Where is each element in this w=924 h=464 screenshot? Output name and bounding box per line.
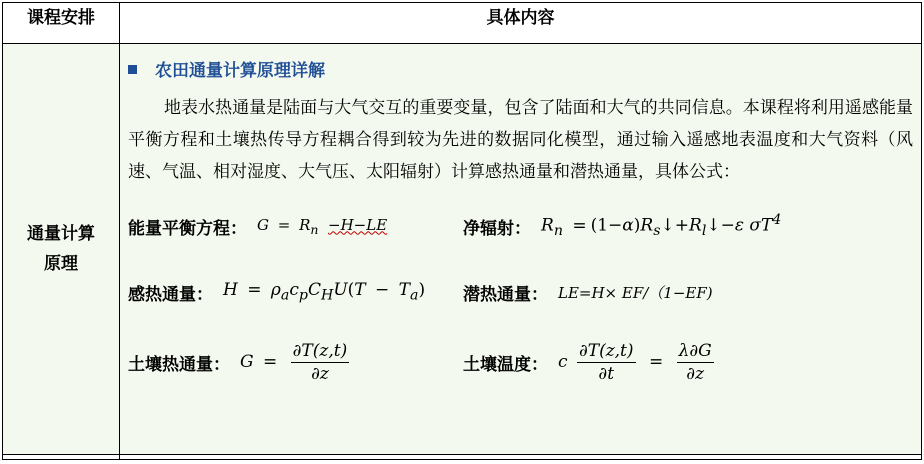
intro-paragraph: 地表水热通量是陆面与大气交互的重要变量，包含了陆面和大气的共同信息。本课程将利用遥感能量平衡方程和土壤热传导方程耦合得到较为先进的数据同化模型，通过输入遥感地表温度和大气资料（风速、气温、相对湿度、大气压、太阳辐射）计算感热通量和潜热通量，具体公式：	[128, 98, 913, 182]
section-title: 农田通量计算原理详解	[155, 61, 325, 81]
header-specific-content: 具体内容	[120, 3, 922, 44]
row-label-cell	[3, 44, 120, 455]
latent-heat-formula	[463, 268, 713, 316]
table-header-row	[3, 3, 922, 44]
soil-flux-numerator: ∂T(z,t)	[292, 340, 348, 361]
net-radiation-expression: $R_n$ = $(1-\alpha)R_s↓+R_l↓-\varepsilon$ $\sigma T^4$	[541, 212, 782, 240]
sensible-heat-formula	[128, 268, 425, 316]
latent-heat-expression: LE=H× EF/（1−EF)	[558, 283, 713, 302]
soil-temperature-expression: c $\frac{\partial T(z,t)}{\partial t}$ = $\frac{\lambda\partial G}{\partial z}$	[558, 340, 712, 384]
table-bottom-row	[3, 455, 922, 460]
bottom-left-cell	[3, 455, 120, 460]
sensible-heat-label: 感热通量：	[128, 284, 213, 305]
course-table	[2, 2, 922, 460]
soil-temperature-formula	[463, 334, 718, 390]
table-row	[3, 44, 922, 455]
soil-temp-numerator-1: ∂T(z,t)	[578, 340, 634, 361]
formula-row-2	[120, 268, 921, 334]
section-heading	[128, 56, 921, 86]
content-cell	[120, 44, 922, 455]
square-bullet-icon	[128, 65, 137, 74]
soil-heat-flux-label: 土壤热通量：	[128, 354, 230, 375]
formula-row-3	[120, 334, 921, 404]
latent-heat-label: 潜热通量：	[463, 284, 548, 305]
soil-heat-flux-formula	[128, 334, 353, 390]
net-radiation-formula	[463, 202, 781, 250]
net-radiation-label: 净辐射：	[463, 218, 531, 239]
energy-balance-expression: $G = R_n -H-LE$	[257, 215, 388, 237]
header-course-arrangement: 课程安排	[3, 3, 120, 44]
soil-temp-denominator-2: ∂z	[686, 363, 705, 384]
bottom-right-cell	[120, 455, 922, 460]
row-label-line2: 原理	[44, 254, 78, 274]
soil-heat-flux-expression: G = $\frac{\partial T(z,t)}{\partial z}$	[240, 340, 348, 384]
energy-balance-label: 能量平衡方程：	[128, 218, 247, 239]
soil-temp-denominator-1: ∂t	[598, 363, 615, 384]
energy-balance-formula	[128, 202, 387, 250]
formula-row-1	[120, 202, 921, 268]
soil-temperature-label: 土壤温度：	[463, 354, 548, 375]
soil-temp-numerator-2: λ∂G	[678, 340, 712, 361]
sensible-heat-expression: $H = \rho_ac_pC_HU(T - T_a)$	[223, 280, 426, 304]
soil-flux-denominator: ∂z	[311, 363, 329, 384]
row-label-line1: 通量计算	[27, 224, 95, 244]
